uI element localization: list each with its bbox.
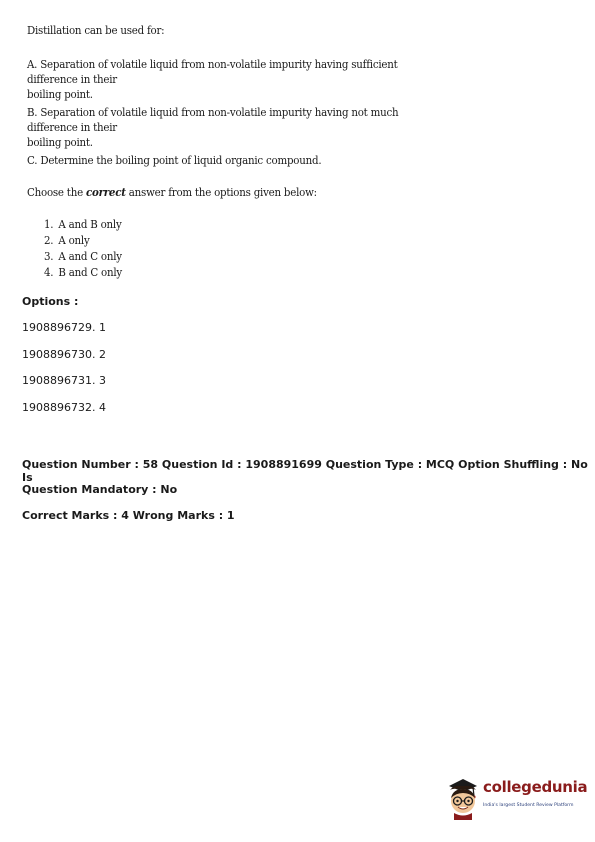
collegedunia-logo	[443, 776, 588, 822]
answer-choice	[44, 264, 122, 280]
answer-choice	[44, 216, 122, 232]
statement-a-line2: boiling point.	[27, 87, 93, 101]
answer-choice	[44, 232, 122, 248]
statement-b-line2: boiling point.	[27, 135, 93, 149]
option-item: 1908896729. 1	[22, 321, 106, 334]
choose-prefix: Choose the	[27, 185, 86, 199]
statement-a-line1: A. Separation of volatile liquid from non-volatile impurity having sufficient difference in their	[27, 57, 398, 86]
question-intro: Distillation can be used for:	[27, 23, 165, 37]
choice-text: A only	[58, 233, 90, 247]
choice-number: 2.	[44, 233, 54, 247]
option-item: 1908896732. 4	[22, 401, 106, 414]
statement-b-line1: B. Separation of volatile liquid from non-volatile impurity having not much difference in their	[27, 105, 399, 134]
statement-a	[27, 57, 450, 102]
choice-number: 4.	[44, 265, 54, 279]
choice-number: 3.	[44, 249, 54, 263]
choice-text: A and B only	[58, 217, 122, 231]
choice-number: 1.	[44, 217, 54, 231]
marks-line: Correct Marks : 4 Wrong Marks : 1	[22, 509, 235, 522]
question-meta-line: Question Number : 58 Question Id : 1908891699 Question Type : MCQ Option Shuffling : No Is	[22, 458, 588, 484]
mascot-icon	[443, 776, 483, 820]
choice-text: A and C only	[58, 249, 122, 263]
question-meta-line: Question Mandatory : No	[22, 483, 178, 496]
statement-b	[27, 105, 450, 150]
statement-c: C. Determine the boiling point of liquid organic compound.	[27, 153, 322, 167]
choice-text: B and C only	[58, 265, 122, 279]
choose-emphasis: correct	[85, 185, 126, 199]
logo-brand-text: collegedunia	[483, 778, 588, 796]
choose-suffix: answer from the options given below:	[125, 185, 317, 199]
option-item: 1908896730. 2	[22, 348, 106, 361]
option-item: 1908896731. 3	[22, 374, 106, 387]
choose-instruction	[27, 185, 317, 200]
logo-tagline: India's largest Student Review Platform	[483, 803, 574, 808]
answer-choice	[44, 248, 122, 264]
answer-choices-list	[44, 216, 122, 280]
options-heading: Options :	[22, 295, 79, 308]
